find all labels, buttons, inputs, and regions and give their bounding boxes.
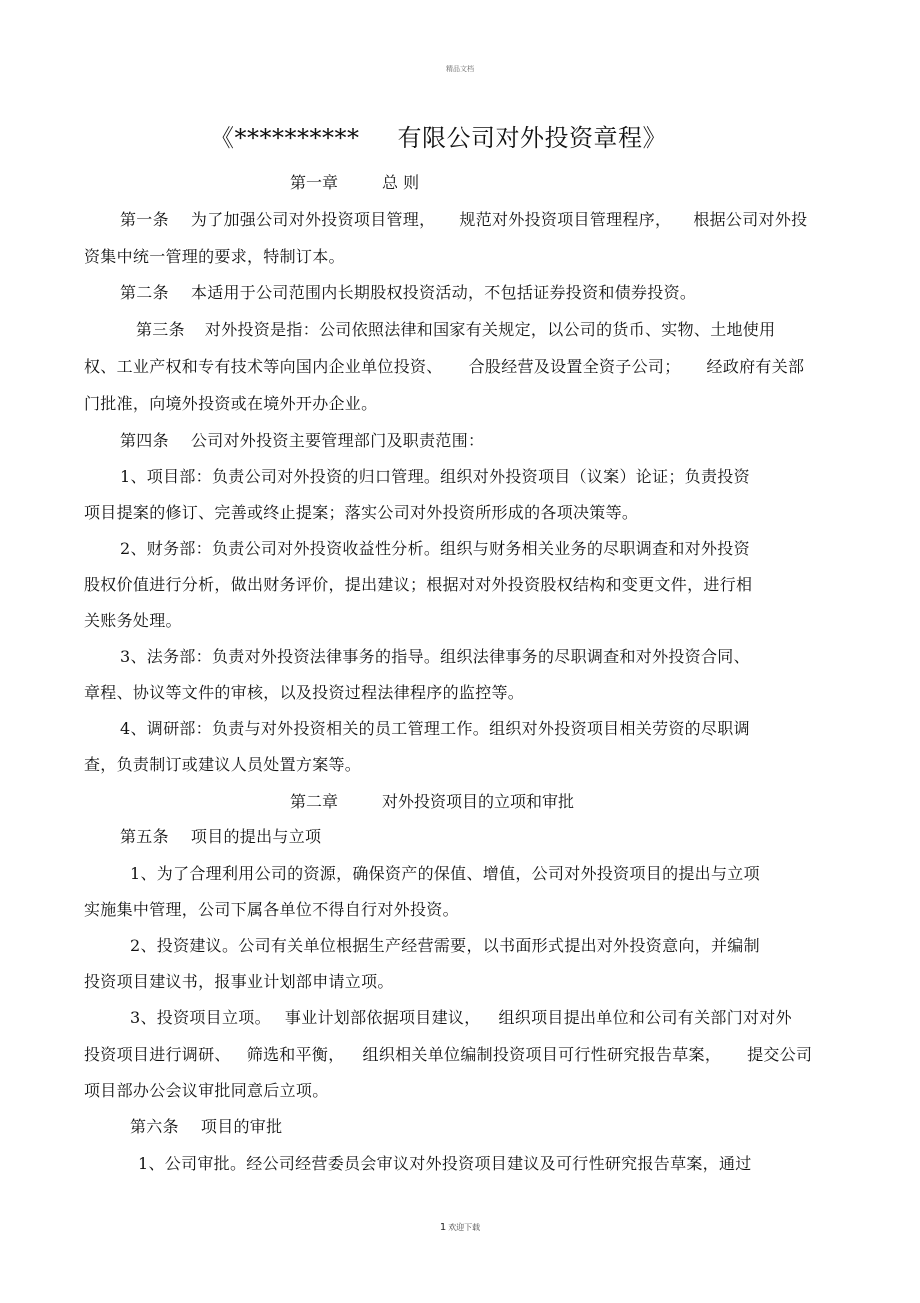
text-segment: 规范对外投资项目管理程序，: [459, 210, 672, 229]
article-number: 第二条: [120, 283, 169, 302]
text-segment: 3、投资项目立项。: [130, 1008, 271, 1027]
article-line: [136, 317, 775, 340]
page-number: 1: [439, 1222, 447, 1233]
chapter-heading: [290, 170, 419, 193]
document-title: [210, 118, 710, 153]
article-number: 第六条: [130, 1117, 179, 1136]
footer-dot: .: [459, 1218, 461, 1225]
chapter-label: 第二章: [290, 792, 339, 811]
text-segment: 项目的审批: [200, 1117, 283, 1136]
article-line: [120, 428, 484, 451]
chapter-name: 对外投资项目的立项和审批: [382, 792, 575, 811]
text-segment: 权、工业产权和专有技术等向国内企业单位投资、: [84, 357, 443, 376]
text-line: 投资项目建议书，报事业计划部申请立项。: [84, 972, 394, 991]
text-line: 4、调研部：负责与对外投资相关的员工管理工作。组织对外投资项目相关劳资的尽职调: [120, 719, 750, 738]
text-segment: 提交公司: [747, 1045, 813, 1064]
text-line: 查，负责制订或建议人员处置方案等。: [84, 755, 362, 774]
article-number: 第四条: [120, 431, 169, 450]
text-segment: 根据公司对外投: [693, 210, 808, 229]
text-segment: 投资项目进行调研、: [84, 1045, 231, 1064]
text-segment: 事业计划部依据项目建议，: [284, 1008, 481, 1027]
text-line: 股权价值进行分析，做出财务评价，提出建议；根据对对外投资股权结构和变更文件，进行相: [84, 575, 753, 594]
article-line: [120, 207, 807, 230]
text-line: 实施集中管理，公司下属各单位不得自行对外投资。: [84, 900, 459, 919]
article-number: 第一条: [120, 210, 169, 229]
text-segment: 公司对外投资主要管理部门及职责范围：: [190, 431, 485, 450]
text-line: [84, 354, 804, 377]
text-segment: 筛选和平衡，: [246, 1045, 345, 1064]
text-line: 2、投资建议。公司有关单位根据生产经营需要，以书面形式提出对外投资意向，并编制: [130, 936, 760, 955]
chapter-heading: [290, 789, 574, 812]
text-segment: 为了加强公司对外投资项目管理，: [190, 210, 436, 229]
article-number: 第三条: [136, 320, 185, 339]
article-line: [120, 824, 321, 847]
text-segment: 组织项目提出单位和公司有关部门对对外: [498, 1008, 792, 1027]
text-segment: 合股经营及设置全资子公司；: [468, 357, 681, 376]
text-line: 1、项目部：负责公司对外投资的归口管理。组织对外投资项目（议案）论证；负责投资: [120, 467, 750, 486]
footer-text: 欢迎下载: [448, 1223, 481, 1232]
text-line: 关账务处理。: [84, 611, 182, 630]
title-right: 有限公司对外投资章程》: [397, 124, 667, 152]
text-segment: 本适用于公司范围内长期股权投资活动，不包括证券投资和债券投资。: [190, 283, 697, 302]
text-line: 1、公司审批。经公司经营委员会审议对外投资项目建议及可行性研究报告草案，通过: [138, 1154, 752, 1173]
chapter-label: 第一章: [290, 173, 339, 192]
text-line: 1、为了合理利用公司的资源，确保资产的保值、增值，公司对外投资项目的提出与立项: [130, 864, 760, 883]
title-left: 《**********: [210, 124, 360, 152]
text-segment: 对外投资是指：公司依照法律和国家有关规定，以公司的货币、实物、土地使用: [204, 320, 776, 339]
text-line: 项目部办公会议审批同意后立项。: [84, 1081, 329, 1100]
article-line: [130, 1114, 282, 1137]
text-line: 门批准，向境外投资或在境外开办企业。: [84, 394, 378, 413]
text-segment: 项目的提出与立项: [190, 827, 322, 846]
text-line: 项目提案的修订、完善或终止提案；落实公司对外投资所形成的各项决策等。: [84, 503, 639, 522]
article-line: [120, 280, 696, 303]
text-segment: 组织相关单位编制投资项目可行性研究报告草案，: [362, 1045, 722, 1064]
text-segment: 经政府有关部: [706, 357, 805, 376]
header-watermark: 精品文档: [446, 65, 474, 73]
text-line: 2、财务部：负责公司对外投资收益性分析。组织与财务相关业务的尽职调查和对外投资: [120, 539, 750, 558]
text-line: 3、法务部：负责对外投资法律事务的指导。组织法律事务的尽职调查和对外投资合同、: [120, 647, 750, 666]
text-line: 资集中统一管理的要求，特制订本。: [84, 247, 345, 266]
footer-page-info: [0, 1222, 920, 1233]
chapter-name: 总 则: [382, 173, 420, 192]
article-number: 第五条: [120, 827, 169, 846]
text-line: 章程、协议等文件的审核，以及投资过程法律程序的监控等。: [84, 683, 525, 702]
text-line: [84, 1042, 812, 1065]
text-line: [130, 1005, 792, 1028]
